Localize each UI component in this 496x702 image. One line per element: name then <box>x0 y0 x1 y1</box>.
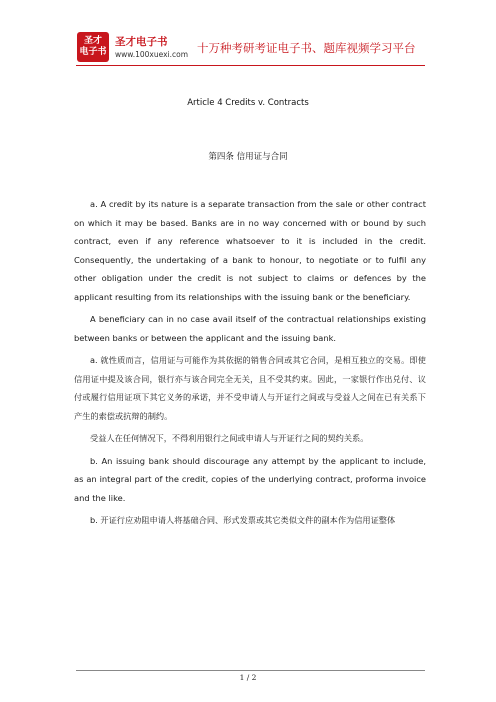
document-body <box>74 195 426 534</box>
header-divider <box>76 65 425 66</box>
article-title-english: Article 4 Credits v. Contracts <box>187 98 309 108</box>
paragraph-en-beneficiary: A beneficiary can in no case avail itself of the contractual relationships existing between banks or between the applicant and the issuing bank. <box>74 314 426 343</box>
logo-text-line1: 圣才 <box>83 36 102 46</box>
brand-url[interactable]: www.100xuexi.com <box>115 50 189 59</box>
article-title-chinese: 第四条 信用证与合同 <box>208 152 288 162</box>
brand-name: 圣才电子书 <box>115 36 168 48</box>
logo-text-line2: 电子书 <box>79 47 107 57</box>
page-number: 1 / 2 <box>239 673 257 682</box>
paragraph-cn-b: b. 开证行应劝阻申请人将基础合同、形式发票或其它类似文件的副本作为信用证整体 <box>90 515 396 525</box>
paragraph-en-b: b. An issuing bank should discourage any attempt by the applicant to include, as an integral part of the credit, copies of the underlying contract, proforma invoice and the like. <box>74 455 426 503</box>
header-slogan: 十万种考研考证电子书、题库视频学习平台 <box>197 41 416 55</box>
footer-divider <box>76 670 425 671</box>
paragraph-cn-a: a. 就性质而言，信用证与可能作为其依据的销售合同或其它合同，是相互独立的交易。即使信用证中提及该合同，银行亦与该合同完全无关，且不受其约束。因此，一家银行作出兑付、议付或履行信用证项下其它义务的承诺，并不受申请人与开证行之间或与受益人之间在已有关系下产生的索偿或抗辩的制约。 <box>74 355 426 421</box>
paragraph-en-a: a. A credit by its nature is a separate transaction from the sale or other contract on which it may be based. Banks are in no way concerned with or bound by such contract, even if any reference whatsoever to it is included in the credit. Consequently, the undertaking of a bank to honour, to negotiate or to fulfil any other obligation under the credit is not subject to claims or defences by the applicant resulting from its relationships with the issuing bank or the beneficiary. <box>74 199 426 302</box>
brand-logo <box>77 32 109 62</box>
paragraph-cn-beneficiary: 受益人在任何情况下，不得利用银行之间或申请人与开证行之间的契约关系。 <box>90 433 369 443</box>
